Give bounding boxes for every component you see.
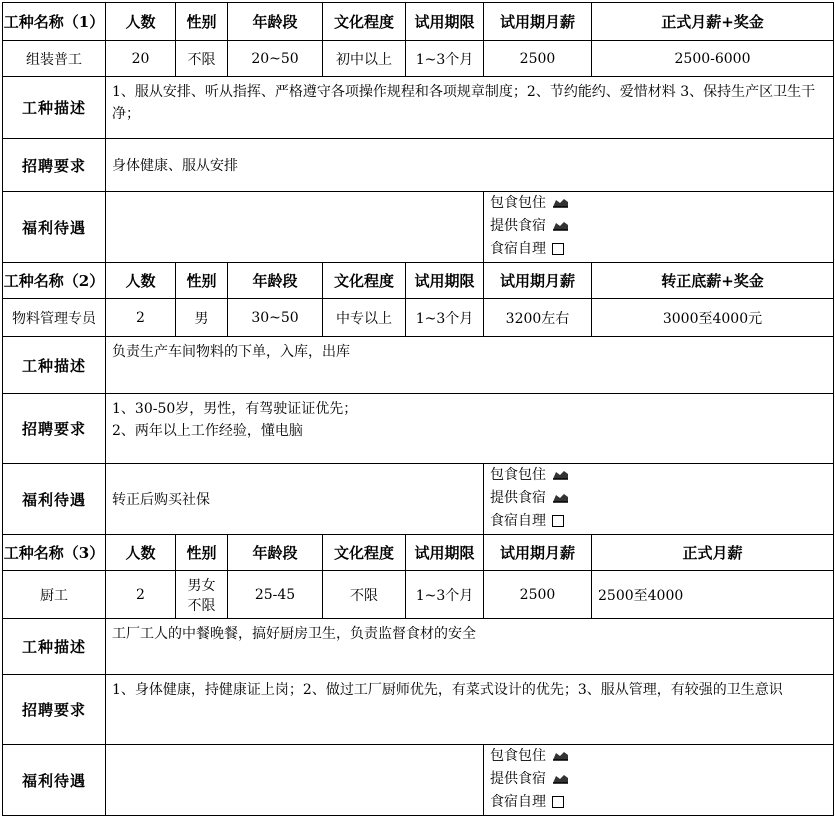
job-req-line: 1、30-50岁，男性，有驾驶证证优先； <box>112 401 358 417</box>
benefit-text: 转正后购买社保 <box>106 464 484 535</box>
benefit-option <box>484 768 833 791</box>
job-name-header: 工种名称（3） <box>3 535 106 571</box>
benefit-option-label: 包食包住 <box>490 195 546 211</box>
job-req-label: 招聘要求 <box>3 394 106 464</box>
checked-box-icon[interactable] <box>552 750 569 762</box>
age-value: 30~50 <box>228 299 323 337</box>
formal-salary-value: 2500-6000 <box>592 41 834 77</box>
benefit-option <box>484 791 833 814</box>
gender-value: 男 <box>176 299 228 337</box>
gender-header: 性别 <box>176 3 228 41</box>
benefit-option-label: 食宿自理 <box>490 513 546 529</box>
formal-salary-header: 转正底薪+奖金 <box>592 263 834 299</box>
gender-header: 性别 <box>176 263 228 299</box>
job-3-desc-row <box>3 619 834 675</box>
job-3-benefit-row <box>3 745 834 816</box>
age-header: 年龄段 <box>228 535 323 571</box>
job-1-desc-row <box>3 77 834 139</box>
job-2-benefit-row <box>3 464 834 535</box>
trial-salary-header: 试用期月薪 <box>484 535 592 571</box>
benefit-option-label: 包食包住 <box>490 467 546 483</box>
trial-salary-header: 试用期月薪 <box>484 263 592 299</box>
job-3-header-row <box>3 535 834 571</box>
trial-period-value: 1~3个月 <box>406 571 484 619</box>
job-2-header-row <box>3 263 834 299</box>
job-2-value-row <box>3 299 834 337</box>
gender-header: 性别 <box>176 535 228 571</box>
benefit-option-label: 提供食宿 <box>490 218 546 234</box>
recruitment-table <box>2 2 834 816</box>
education-header: 文化程度 <box>323 3 406 41</box>
benefit-label: 福利待遇 <box>3 192 106 263</box>
count-value: 2 <box>106 299 176 337</box>
gender-value-line: 不限 <box>187 597 216 614</box>
checked-box-icon[interactable] <box>552 773 569 785</box>
job-1-benefit-row <box>3 192 834 263</box>
job-1-header-row <box>3 3 834 41</box>
age-header: 年龄段 <box>228 263 323 299</box>
benefit-options <box>484 464 834 535</box>
job-req-text <box>106 394 834 464</box>
benefit-options <box>484 745 834 816</box>
education-value: 中专以上 <box>323 299 406 337</box>
job-2-req-row <box>3 394 834 464</box>
job-1-value-row <box>3 41 834 77</box>
benefit-label: 福利待遇 <box>3 745 106 816</box>
benefit-option <box>484 238 833 261</box>
benefit-option-label: 包食包住 <box>490 748 546 764</box>
formal-salary-header: 正式月薪+奖金 <box>592 3 834 41</box>
count-header: 人数 <box>106 263 176 299</box>
benefit-option <box>484 487 833 510</box>
checked-box-icon[interactable] <box>552 197 569 209</box>
job-desc-text: 1、服从安排、听从指挥、严格遵守各项操作规程和各项规章制度；2、节约能约、爱惜材料 3、保持生产区卫生干净； <box>106 77 834 139</box>
checked-box-icon[interactable] <box>552 469 569 481</box>
job-name-value: 物料管理专员 <box>3 299 106 337</box>
benefit-option-label: 提供食宿 <box>490 490 546 506</box>
trial-salary-header: 试用期月薪 <box>484 3 592 41</box>
job-desc-label: 工种描述 <box>3 337 106 394</box>
gender-value-line: 男女 <box>187 577 216 594</box>
benefit-text <box>106 745 484 816</box>
education-header: 文化程度 <box>323 263 406 299</box>
trial-salary-value: 2500 <box>484 571 592 619</box>
trial-salary-value: 2500 <box>484 41 592 77</box>
job-desc-text: 工厂工人的中餐晚餐，搞好厨房卫生，负责监督食材的安全 <box>106 619 834 675</box>
education-header: 文化程度 <box>323 535 406 571</box>
benefit-option <box>484 745 833 768</box>
job-1-req-row <box>3 139 834 192</box>
count-value: 20 <box>106 41 176 77</box>
job-desc-label: 工种描述 <box>3 77 106 139</box>
benefit-option <box>484 510 833 533</box>
trial-period-value: 1~3个月 <box>406 299 484 337</box>
job-desc-text: 负责生产车间物料的下单，入库，出库 <box>106 337 834 394</box>
empty-box-icon[interactable] <box>552 515 564 527</box>
job-desc-label: 工种描述 <box>3 619 106 675</box>
trial-salary-value: 3200左右 <box>484 299 592 337</box>
benefit-option <box>484 192 833 215</box>
age-value: 25-45 <box>228 571 323 619</box>
education-value: 不限 <box>323 571 406 619</box>
gender-value: 不限 <box>176 41 228 77</box>
job-req-label: 招聘要求 <box>3 675 106 745</box>
gender-value <box>176 571 228 619</box>
count-header: 人数 <box>106 3 176 41</box>
benefit-option-label: 食宿自理 <box>490 241 546 257</box>
checked-box-icon[interactable] <box>552 220 569 232</box>
education-value: 初中以上 <box>323 41 406 77</box>
checked-box-icon[interactable] <box>552 492 569 504</box>
benefit-option-label: 食宿自理 <box>490 794 546 810</box>
job-req-line: 2、两年以上工作经验，懂电脑 <box>112 423 303 439</box>
age-value: 20~50 <box>228 41 323 77</box>
benefit-option <box>484 464 833 487</box>
trial-period-header: 试用期限 <box>406 263 484 299</box>
job-req-text: 1、身体健康，持健康证上岗；2、做过工厂厨师优先，有菜式设计的优先；3、服从管理，有较强的卫生意识 <box>106 675 834 745</box>
benefit-option <box>484 215 833 238</box>
trial-period-header: 试用期限 <box>406 535 484 571</box>
job-name-header: 工种名称（2） <box>3 263 106 299</box>
empty-box-icon[interactable] <box>552 243 564 255</box>
age-header: 年龄段 <box>228 3 323 41</box>
job-2-desc-row <box>3 337 834 394</box>
job-name-value: 组装普工 <box>3 41 106 77</box>
benefit-options <box>484 192 834 263</box>
formal-salary-header: 正式月薪 <box>592 535 834 571</box>
benefit-option-label: 提供食宿 <box>490 771 546 787</box>
trial-period-header: 试用期限 <box>406 3 484 41</box>
trial-period-value: 1~3个月 <box>406 41 484 77</box>
job-req-text: 身体健康、服从安排 <box>106 139 834 192</box>
formal-salary-value: 3000至4000元 <box>592 299 834 337</box>
job-name-header: 工种名称（1） <box>3 3 106 41</box>
benefit-label: 福利待遇 <box>3 464 106 535</box>
count-header: 人数 <box>106 535 176 571</box>
benefit-text <box>106 192 484 263</box>
formal-salary-value: 2500至4000 <box>592 571 834 619</box>
job-3-value-row <box>3 571 834 619</box>
empty-box-icon[interactable] <box>552 796 564 808</box>
job-3-req-row <box>3 675 834 745</box>
job-name-value: 厨工 <box>3 571 106 619</box>
count-value: 2 <box>106 571 176 619</box>
job-req-label: 招聘要求 <box>3 139 106 192</box>
